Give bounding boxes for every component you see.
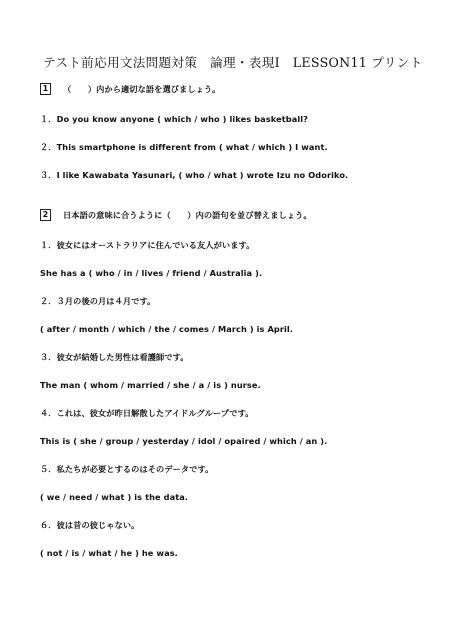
section-1-number-box: 1 [40, 83, 51, 95]
question-2-5-japanese: ５．私たちが必要とするのはそのデータです。 [40, 464, 214, 474]
section-1-header [40, 83, 220, 95]
question-2-4-english: This is ( she / group / yesterday / idol / opaired / which / an ). [40, 436, 328, 446]
question-2-3-japanese: ３．彼女が結婚した男性は看護師です。 [40, 352, 189, 362]
document-title: テスト前応用文法問題対策 論理・表現Ⅰ LESSON11 プリント [43, 55, 423, 70]
question-2-4-japanese: ４．これは、彼女が昨日解散したアイドルグループです。 [40, 408, 254, 418]
question-2-1-english: She has a ( who / in / lives / friend / Australia ). [40, 268, 263, 278]
question-2-2-japanese: ２．３月の後の月は４月です。 [40, 296, 156, 306]
question-2-2-english: ( after / month / which / the / comes / March ) is April. [40, 324, 294, 334]
section-1-instruction: （ ）内から適切な語を選びましょう。 [63, 83, 221, 94]
question-2-6-english: ( not / is / what / he ) he was. [40, 548, 178, 558]
question-2-3-english: The man ( whom / married / she / a / is ) nurse. [40, 380, 261, 390]
question-2-6-japanese: ６．彼は昔の彼じゃない。 [40, 520, 140, 530]
question-2-1-japanese: １．彼女にはオーストラリアに住んでいる友人がいます。 [40, 240, 255, 250]
section-2-instruction: 日本語の意味に合うように（ ）内の語句を並び替えましょう。 [63, 209, 312, 220]
section-2-header [40, 209, 312, 221]
question-2-5-english: ( we / need / what ) is the data. [40, 492, 189, 502]
section-2-number-box: 2 [40, 209, 51, 221]
question-1-1: １．Do you know anyone ( which / who ) likes basketball? [40, 114, 308, 124]
question-1-2: ２．This smartphone is different from ( what / which ) I want. [40, 142, 328, 152]
question-1-3: ３．I like Kawabata Yasunari, ( who / what ) wrote Izu no Odoriko. [40, 170, 349, 180]
